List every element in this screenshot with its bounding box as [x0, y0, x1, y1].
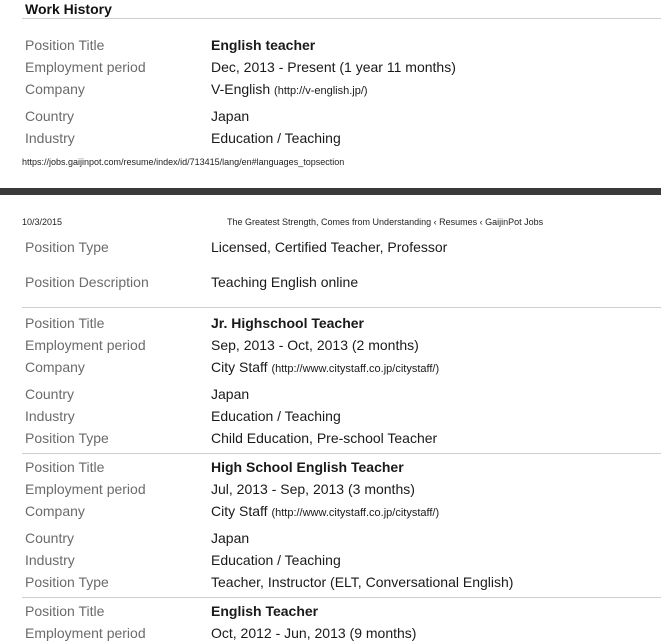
job-1-industry: Education / Teaching — [211, 130, 341, 146]
label-position-title: Position Title — [25, 37, 105, 53]
label-position-description: Position Description — [25, 274, 149, 290]
page-footer-url: https://jobs.gaijinpot.com/resume/index/id/713415/lang/en#languages_topsection — [22, 157, 345, 167]
job-1-position-type: Licensed, Certified Teacher, Professor — [211, 239, 448, 255]
job-1-period: Dec, 2013 - Present (1 year 11 months) — [211, 59, 456, 75]
label-country: Country — [25, 530, 75, 546]
job-1-company-name: V-English — [211, 81, 271, 97]
job-3-company-name: City Staff — [211, 503, 268, 519]
job-separator — [22, 307, 661, 308]
job-3-industry: Education / Teaching — [211, 552, 341, 568]
job-2-industry: Education / Teaching — [211, 408, 341, 424]
job-1-country: Japan — [211, 108, 250, 124]
job-separator — [22, 453, 661, 454]
job-2-company — [211, 359, 439, 375]
label-country: Country — [25, 108, 75, 124]
job-1-description: Teaching English online — [211, 274, 359, 290]
job-3-company-url[interactable]: (http://www.citystaff.co.jp/citystaff/) — [271, 507, 440, 519]
label-company: Company — [25, 359, 85, 375]
job-3-period: Jul, 2013 - Sep, 2013 (3 months) — [211, 481, 415, 497]
label-company: Company — [25, 503, 85, 519]
label-industry: Industry — [25, 130, 75, 146]
label-employment-period: Employment period — [25, 59, 146, 75]
job-separator — [22, 597, 661, 598]
label-employment-period: Employment period — [25, 337, 146, 353]
job-3-country: Japan — [211, 530, 250, 546]
job-2-period: Sep, 2013 - Oct, 2013 (2 months) — [211, 337, 419, 353]
label-position-title: Position Title — [25, 603, 105, 619]
label-industry: Industry — [25, 552, 75, 568]
page-header-title: The Greatest Strength, Comes from Understanding ‹ Resumes ‹ GaijinPot Jobs — [227, 217, 544, 227]
label-employment-period: Employment period — [25, 625, 146, 641]
page-break — [0, 188, 661, 195]
job-1-title: English teacher — [211, 37, 316, 53]
label-country: Country — [25, 386, 75, 402]
section-divider — [22, 18, 661, 19]
job-1-company — [211, 81, 368, 97]
job-2-company-name: City Staff — [211, 359, 268, 375]
label-position-type: Position Type — [25, 430, 109, 446]
job-4-title: English Teacher — [211, 603, 319, 619]
label-company: Company — [25, 81, 85, 97]
job-3-title: High School English Teacher — [211, 459, 404, 475]
label-position-type: Position Type — [25, 574, 109, 590]
label-industry: Industry — [25, 408, 75, 424]
job-2-position-type: Child Education, Pre-school Teacher — [211, 430, 438, 446]
label-position-type: Position Type — [25, 239, 109, 255]
label-position-title: Position Title — [25, 315, 105, 331]
job-1-company-url[interactable]: (http://v-english.jp/) — [274, 85, 368, 97]
label-employment-period: Employment period — [25, 481, 146, 497]
job-2-country: Japan — [211, 386, 250, 402]
job-3-company — [211, 503, 439, 519]
page-header-date: 10/3/2015 — [22, 217, 63, 227]
section-title: Work History — [25, 1, 112, 17]
job-3-position-type: Teacher, Instructor (ELT, Conversational English) — [211, 574, 514, 590]
label-position-title: Position Title — [25, 459, 105, 475]
job-2-company-url[interactable]: (http://www.citystaff.co.jp/citystaff/) — [271, 363, 440, 375]
job-2-title: Jr. Highschool Teacher — [211, 315, 365, 331]
job-4-period: Oct, 2012 - Jun, 2013 (9 months) — [211, 625, 417, 641]
